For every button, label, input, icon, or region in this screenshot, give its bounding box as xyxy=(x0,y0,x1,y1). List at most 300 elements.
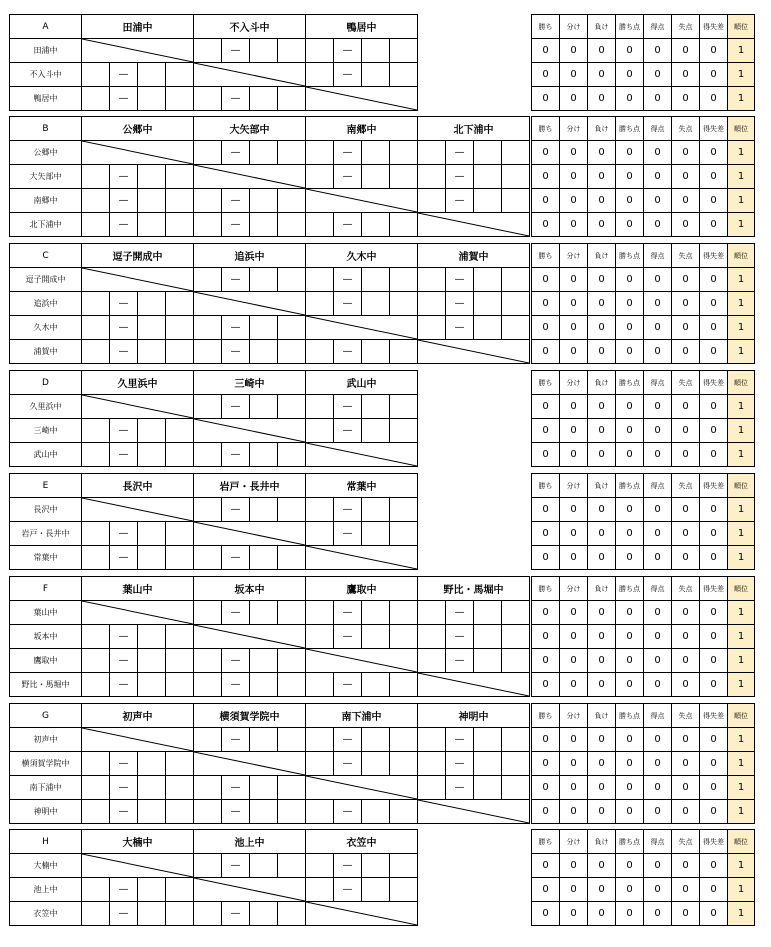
score-cell[interactable] xyxy=(362,165,390,189)
score-cell[interactable] xyxy=(390,213,418,237)
score-cell[interactable] xyxy=(194,649,222,673)
score-cell[interactable] xyxy=(138,340,166,364)
stats-header-row xyxy=(532,830,755,854)
score-cell[interactable] xyxy=(390,340,418,364)
stat-value: 0 xyxy=(672,340,700,364)
stats-row xyxy=(532,728,755,752)
unplayed-mark: — xyxy=(110,649,138,673)
stats-table xyxy=(531,829,755,926)
score-cell[interactable] xyxy=(194,316,222,340)
unplayed-mark: — xyxy=(110,902,138,926)
team-name: 横須賀学院中 xyxy=(10,752,82,776)
score-cell[interactable] xyxy=(82,189,110,213)
score-cell[interactable] xyxy=(250,316,278,340)
score-cell[interactable] xyxy=(306,63,334,87)
score-cell[interactable] xyxy=(306,625,334,649)
score-cell[interactable] xyxy=(278,800,306,824)
stat-value: 0 xyxy=(700,63,728,87)
stat-value: 0 xyxy=(560,854,588,878)
score-cell[interactable] xyxy=(278,268,306,292)
score-cell[interactable] xyxy=(138,213,166,237)
score-cell[interactable] xyxy=(138,189,166,213)
score-cell[interactable] xyxy=(250,649,278,673)
score-cell[interactable] xyxy=(390,268,418,292)
score-cell[interactable] xyxy=(166,878,194,902)
score-cell[interactable] xyxy=(474,292,502,316)
score-cell[interactable] xyxy=(362,498,390,522)
stat-value: 0 xyxy=(560,39,588,63)
score-cell[interactable] xyxy=(138,800,166,824)
score-cell[interactable] xyxy=(362,268,390,292)
score-cell[interactable] xyxy=(138,649,166,673)
rank-value: 1 xyxy=(728,63,755,87)
score-cell[interactable] xyxy=(306,854,334,878)
score-cell[interactable] xyxy=(502,292,530,316)
score-cell[interactable] xyxy=(390,165,418,189)
group-label: G xyxy=(10,704,82,728)
score-cell[interactable] xyxy=(166,316,194,340)
score-cell[interactable] xyxy=(82,776,110,800)
score-cell[interactable] xyxy=(82,878,110,902)
stat-value: 0 xyxy=(616,800,644,824)
score-cell[interactable] xyxy=(278,601,306,625)
stat-value: 0 xyxy=(644,522,672,546)
score-cell[interactable] xyxy=(82,649,110,673)
score-cell[interactable] xyxy=(362,340,390,364)
score-cell[interactable] xyxy=(418,649,446,673)
score-cell[interactable] xyxy=(362,625,390,649)
unplayed-mark: — xyxy=(446,728,474,752)
score-cell[interactable] xyxy=(418,189,446,213)
score-cell[interactable] xyxy=(474,316,502,340)
unplayed-mark: — xyxy=(110,752,138,776)
stat-header: 負け xyxy=(588,474,616,498)
score-cell[interactable] xyxy=(82,213,110,237)
stat-value: 0 xyxy=(616,902,644,926)
stat-value: 0 xyxy=(560,649,588,673)
score-cell[interactable] xyxy=(194,776,222,800)
unplayed-mark: — xyxy=(446,649,474,673)
score-cell[interactable] xyxy=(166,902,194,926)
score-cell[interactable] xyxy=(166,443,194,467)
score-cell[interactable] xyxy=(166,625,194,649)
score-cell[interactable] xyxy=(502,601,530,625)
score-cell[interactable] xyxy=(390,63,418,87)
score-cell[interactable] xyxy=(390,752,418,776)
score-cell[interactable] xyxy=(138,63,166,87)
team-name: 久木中 xyxy=(10,316,82,340)
score-cell[interactable] xyxy=(502,141,530,165)
score-cell[interactable] xyxy=(82,443,110,467)
score-cell[interactable] xyxy=(306,728,334,752)
score-cell[interactable] xyxy=(166,649,194,673)
score-cell[interactable] xyxy=(306,340,334,364)
score-cell[interactable] xyxy=(278,316,306,340)
score-cell[interactable] xyxy=(250,443,278,467)
unplayed-mark: — xyxy=(222,800,250,824)
stat-header: 負け xyxy=(588,244,616,268)
stat-value: 0 xyxy=(560,728,588,752)
stat-header: 勝ち点 xyxy=(616,474,644,498)
stat-value: 0 xyxy=(672,649,700,673)
score-cell[interactable] xyxy=(474,649,502,673)
score-cell[interactable] xyxy=(138,878,166,902)
score-cell[interactable] xyxy=(194,854,222,878)
score-cell[interactable] xyxy=(278,649,306,673)
score-cell[interactable] xyxy=(250,902,278,926)
score-cell[interactable] xyxy=(166,340,194,364)
stat-header: 得点 xyxy=(644,15,672,39)
stat-value: 0 xyxy=(532,63,560,87)
score-cell[interactable] xyxy=(390,395,418,419)
score-cell[interactable] xyxy=(418,625,446,649)
stat-header: 失点 xyxy=(672,15,700,39)
score-cell[interactable] xyxy=(306,395,334,419)
self-match-diagonal-cell xyxy=(418,213,530,237)
score-cell[interactable] xyxy=(138,292,166,316)
score-cell[interactable] xyxy=(82,752,110,776)
score-cell[interactable] xyxy=(362,213,390,237)
score-cell[interactable] xyxy=(502,625,530,649)
score-cell[interactable] xyxy=(306,752,334,776)
score-cell[interactable] xyxy=(390,673,418,697)
score-cell[interactable] xyxy=(138,165,166,189)
score-cell[interactable] xyxy=(194,902,222,926)
score-cell[interactable] xyxy=(502,189,530,213)
score-cell[interactable] xyxy=(306,498,334,522)
score-cell[interactable] xyxy=(502,165,530,189)
score-cell[interactable] xyxy=(502,776,530,800)
stat-header: 失点 xyxy=(672,371,700,395)
score-cell[interactable] xyxy=(138,87,166,111)
score-cell[interactable] xyxy=(166,63,194,87)
score-cell[interactable] xyxy=(306,522,334,546)
score-cell[interactable] xyxy=(390,292,418,316)
score-cell[interactable] xyxy=(362,800,390,824)
score-cell[interactable] xyxy=(306,292,334,316)
stat-value: 0 xyxy=(588,902,616,926)
self-match-diagonal-cell xyxy=(194,625,306,649)
group-label: E xyxy=(10,474,82,498)
score-cell[interactable] xyxy=(166,213,194,237)
score-cell[interactable] xyxy=(306,39,334,63)
score-cell[interactable] xyxy=(390,39,418,63)
score-cell[interactable] xyxy=(82,673,110,697)
stat-value: 0 xyxy=(700,498,728,522)
score-cell[interactable] xyxy=(502,728,530,752)
score-cell[interactable] xyxy=(306,601,334,625)
score-cell[interactable] xyxy=(418,268,446,292)
score-cell[interactable] xyxy=(278,395,306,419)
score-cell[interactable] xyxy=(250,854,278,878)
stat-value: 0 xyxy=(560,673,588,697)
score-cell[interactable] xyxy=(166,546,194,570)
unplayed-mark: — xyxy=(334,752,362,776)
score-cell[interactable] xyxy=(502,268,530,292)
unplayed-mark: — xyxy=(110,292,138,316)
stat-value: 0 xyxy=(560,902,588,926)
score-cell[interactable] xyxy=(306,673,334,697)
score-cell[interactable] xyxy=(278,189,306,213)
score-cell[interactable] xyxy=(82,165,110,189)
score-cell[interactable] xyxy=(194,268,222,292)
stat-header: 負け xyxy=(588,117,616,141)
score-cell[interactable] xyxy=(278,39,306,63)
score-cell[interactable] xyxy=(82,340,110,364)
score-cell[interactable] xyxy=(278,728,306,752)
score-cell[interactable] xyxy=(474,776,502,800)
score-cell[interactable] xyxy=(250,601,278,625)
score-cell[interactable] xyxy=(138,419,166,443)
self-match-diagonal-cell xyxy=(82,268,194,292)
score-cell[interactable] xyxy=(166,752,194,776)
score-cell[interactable] xyxy=(278,87,306,111)
score-cell[interactable] xyxy=(194,546,222,570)
score-cell[interactable] xyxy=(194,498,222,522)
score-cell[interactable] xyxy=(362,39,390,63)
score-cell[interactable] xyxy=(306,213,334,237)
score-cell[interactable] xyxy=(474,165,502,189)
score-cell[interactable] xyxy=(166,419,194,443)
stat-header: 勝ち点 xyxy=(616,704,644,728)
score-cell[interactable] xyxy=(362,141,390,165)
score-cell[interactable] xyxy=(194,673,222,697)
stat-value: 0 xyxy=(560,752,588,776)
score-cell[interactable] xyxy=(362,878,390,902)
score-cell[interactable] xyxy=(82,902,110,926)
score-cell[interactable] xyxy=(278,443,306,467)
score-cell[interactable] xyxy=(278,776,306,800)
score-cell[interactable] xyxy=(194,443,222,467)
stats-row xyxy=(532,87,755,111)
score-cell[interactable] xyxy=(250,673,278,697)
score-cell[interactable] xyxy=(278,340,306,364)
score-cell[interactable] xyxy=(418,728,446,752)
score-cell[interactable] xyxy=(194,601,222,625)
stat-value: 0 xyxy=(560,213,588,237)
score-cell[interactable] xyxy=(138,316,166,340)
score-cell[interactable] xyxy=(250,189,278,213)
score-cell[interactable] xyxy=(418,292,446,316)
score-cell[interactable] xyxy=(474,189,502,213)
rank-value: 1 xyxy=(728,395,755,419)
score-cell[interactable] xyxy=(502,649,530,673)
stat-value: 0 xyxy=(644,673,672,697)
score-cell[interactable] xyxy=(418,752,446,776)
score-cell[interactable] xyxy=(138,625,166,649)
team-name: 北下浦中 xyxy=(10,213,82,237)
stat-header: 分け xyxy=(560,117,588,141)
score-cell[interactable] xyxy=(306,419,334,443)
team-row xyxy=(10,213,530,237)
stat-value: 0 xyxy=(588,419,616,443)
score-cell[interactable] xyxy=(166,165,194,189)
score-cell[interactable] xyxy=(278,213,306,237)
score-cell[interactable] xyxy=(306,878,334,902)
stats-row xyxy=(532,419,755,443)
score-cell[interactable] xyxy=(278,498,306,522)
opponent-header: 田浦中 xyxy=(82,15,194,39)
score-cell[interactable] xyxy=(502,752,530,776)
score-cell[interactable] xyxy=(138,902,166,926)
score-cell[interactable] xyxy=(250,395,278,419)
score-cell[interactable] xyxy=(138,443,166,467)
score-cell[interactable] xyxy=(278,546,306,570)
match-grid xyxy=(9,473,418,570)
score-cell[interactable] xyxy=(362,419,390,443)
score-cell[interactable] xyxy=(306,141,334,165)
score-cell[interactable] xyxy=(138,752,166,776)
stat-value: 0 xyxy=(672,601,700,625)
stat-header: 失点 xyxy=(672,577,700,601)
score-cell[interactable] xyxy=(390,601,418,625)
score-cell[interactable] xyxy=(362,63,390,87)
score-cell[interactable] xyxy=(166,87,194,111)
unplayed-mark: — xyxy=(334,522,362,546)
score-cell[interactable] xyxy=(250,800,278,824)
stat-value: 0 xyxy=(616,141,644,165)
score-cell[interactable] xyxy=(82,546,110,570)
score-cell[interactable] xyxy=(194,340,222,364)
stats-row xyxy=(532,141,755,165)
score-cell[interactable] xyxy=(474,268,502,292)
score-cell[interactable] xyxy=(250,776,278,800)
score-cell[interactable] xyxy=(362,752,390,776)
score-cell[interactable] xyxy=(250,498,278,522)
score-cell[interactable] xyxy=(418,316,446,340)
stat-value: 0 xyxy=(616,39,644,63)
score-cell[interactable] xyxy=(418,776,446,800)
score-cell[interactable] xyxy=(82,522,110,546)
score-cell[interactable] xyxy=(166,189,194,213)
score-cell[interactable] xyxy=(82,316,110,340)
score-cell[interactable] xyxy=(138,776,166,800)
score-cell[interactable] xyxy=(82,87,110,111)
stat-header: 勝ち点 xyxy=(616,117,644,141)
score-cell[interactable] xyxy=(306,800,334,824)
score-cell[interactable] xyxy=(250,728,278,752)
score-cell[interactable] xyxy=(390,854,418,878)
score-cell[interactable] xyxy=(250,39,278,63)
stat-value: 0 xyxy=(560,189,588,213)
score-cell[interactable] xyxy=(250,268,278,292)
score-cell[interactable] xyxy=(278,902,306,926)
score-cell[interactable] xyxy=(194,39,222,63)
stat-value: 0 xyxy=(644,268,672,292)
score-cell[interactable] xyxy=(362,292,390,316)
score-cell[interactable] xyxy=(194,395,222,419)
score-cell[interactable] xyxy=(82,292,110,316)
score-cell[interactable] xyxy=(194,141,222,165)
score-cell[interactable] xyxy=(82,63,110,87)
score-cell[interactable] xyxy=(194,213,222,237)
score-cell[interactable] xyxy=(250,213,278,237)
score-cell[interactable] xyxy=(166,800,194,824)
score-cell[interactable] xyxy=(166,292,194,316)
stat-value: 0 xyxy=(672,141,700,165)
score-cell[interactable] xyxy=(138,546,166,570)
unplayed-mark: — xyxy=(222,776,250,800)
score-cell[interactable] xyxy=(278,854,306,878)
score-cell[interactable] xyxy=(390,419,418,443)
score-cell[interactable] xyxy=(474,625,502,649)
team-name: 鷹取中 xyxy=(10,649,82,673)
team-name: 大楠中 xyxy=(10,854,82,878)
score-cell[interactable] xyxy=(390,498,418,522)
score-cell[interactable] xyxy=(362,728,390,752)
score-cell[interactable] xyxy=(418,165,446,189)
score-cell[interactable] xyxy=(390,878,418,902)
score-cell[interactable] xyxy=(418,141,446,165)
score-cell[interactable] xyxy=(250,141,278,165)
score-cell[interactable] xyxy=(474,141,502,165)
score-cell[interactable] xyxy=(362,522,390,546)
stat-value: 0 xyxy=(560,165,588,189)
score-cell[interactable] xyxy=(250,546,278,570)
stat-header: 勝ち点 xyxy=(616,371,644,395)
stat-value: 0 xyxy=(588,316,616,340)
score-cell[interactable] xyxy=(82,625,110,649)
score-cell[interactable] xyxy=(166,673,194,697)
unplayed-mark: — xyxy=(222,902,250,926)
team-name: 坂本中 xyxy=(10,625,82,649)
score-cell[interactable] xyxy=(194,800,222,824)
score-cell[interactable] xyxy=(390,522,418,546)
score-cell[interactable] xyxy=(474,752,502,776)
opponent-header: 長沢中 xyxy=(82,474,194,498)
rank-value: 1 xyxy=(728,625,755,649)
stat-header: 得失差 xyxy=(700,474,728,498)
stat-value: 0 xyxy=(616,601,644,625)
score-cell[interactable] xyxy=(474,728,502,752)
score-cell[interactable] xyxy=(474,601,502,625)
score-cell[interactable] xyxy=(306,165,334,189)
score-cell[interactable] xyxy=(362,395,390,419)
score-cell[interactable] xyxy=(138,673,166,697)
score-cell[interactable] xyxy=(418,601,446,625)
score-cell[interactable] xyxy=(194,728,222,752)
score-cell[interactable] xyxy=(502,316,530,340)
score-cell[interactable] xyxy=(138,522,166,546)
score-cell[interactable] xyxy=(82,800,110,824)
score-cell[interactable] xyxy=(390,625,418,649)
unplayed-mark: — xyxy=(110,213,138,237)
score-cell[interactable] xyxy=(166,522,194,546)
score-cell[interactable] xyxy=(194,189,222,213)
score-cell[interactable] xyxy=(278,141,306,165)
score-cell[interactable] xyxy=(306,268,334,292)
score-cell[interactable] xyxy=(250,87,278,111)
score-cell[interactable] xyxy=(362,673,390,697)
score-cell[interactable] xyxy=(390,728,418,752)
stat-header: 得点 xyxy=(644,117,672,141)
score-cell[interactable] xyxy=(82,419,110,443)
score-cell[interactable] xyxy=(390,800,418,824)
team-row xyxy=(10,546,418,570)
score-cell[interactable] xyxy=(250,340,278,364)
score-cell[interactable] xyxy=(166,776,194,800)
score-cell[interactable] xyxy=(194,87,222,111)
score-cell[interactable] xyxy=(390,141,418,165)
team-name: 浦賀中 xyxy=(10,340,82,364)
score-cell[interactable] xyxy=(362,601,390,625)
stats-row xyxy=(532,625,755,649)
score-cell[interactable] xyxy=(362,854,390,878)
match-grid xyxy=(9,370,418,467)
score-cell[interactable] xyxy=(278,673,306,697)
stats-row xyxy=(532,292,755,316)
stat-value: 0 xyxy=(532,316,560,340)
